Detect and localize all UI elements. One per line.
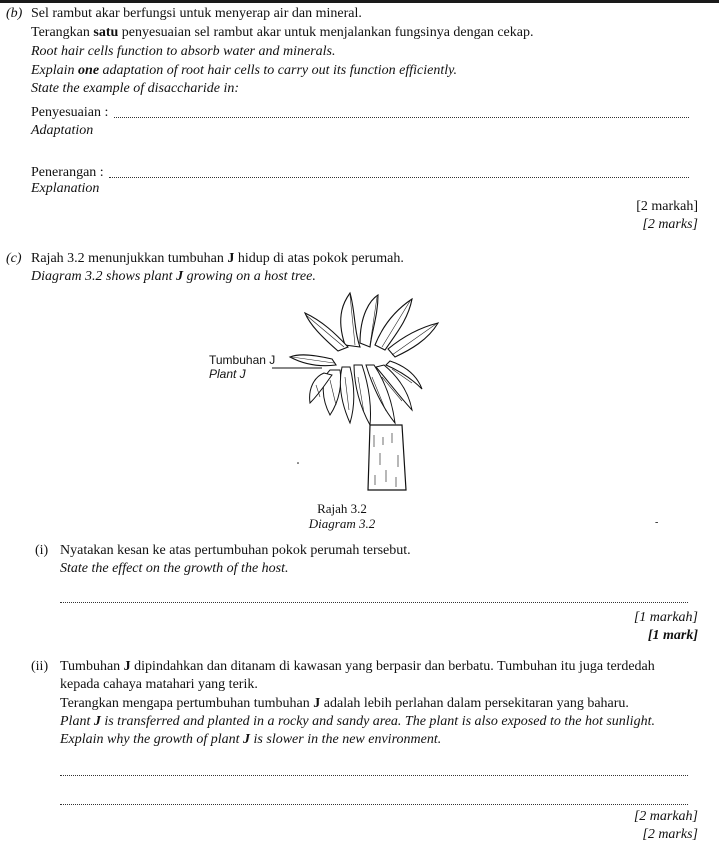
stray-mark: - [655,517,659,528]
adaptation-label-ms: Penyesuaian : [31,105,109,120]
adaptation-answer-line[interactable] [114,117,689,118]
q-ii-answer-line-2[interactable] [60,804,688,805]
part-b-question-ms: Terangkan satu penyesuaian sel rambut akar untuk menjalankan fungsinya dengan cekap. [31,25,534,40]
part-c-label: (c) [6,251,22,266]
q-i-marks-ms: [1 markah] [633,610,698,625]
q-ii-label: (ii) [31,659,49,674]
q-ii-context-ms-1: Tumbuhan J dipindahkan dan ditanam di kawasan yang berpasir dan berbatu. Tumbuhan itu juga terdedah [60,659,655,674]
diagram-caption-en: Diagram 3.2 [308,516,376,531]
q-ii-marks-en: [2 marks] [642,827,698,842]
q-i-answer-line[interactable] [60,602,688,603]
q-ii-question-en: Explain why the growth of plant J is slower in the new environment. [60,732,442,747]
part-b-label: (b) [6,6,23,21]
part-b-question-en: Explain one adaptation of root hair cells to carry out its function efficiently. [31,63,458,78]
q-ii-question-ms: Terangkan mengapa pertumbuhan tumbuhan J adalah lebih perlahan dalam persekitaran yang baharu. [60,696,629,711]
host-tree-with-plant-j-illustration [250,285,460,495]
q-i-label: (i) [35,543,49,558]
q-ii-context-ms-2: kepada cahaya matahari yang terik. [60,677,258,692]
q-i-text-en: State the effect on the growth of the host. [60,561,289,576]
q-ii-context-en: Plant J is transferred and planted in a rocky and sandy area. The plant is also exposed to the hot sunlight. [60,714,655,729]
part-b-marks-ms: [2 markah] [636,199,698,214]
q-ii-answer-line-1[interactable] [60,775,688,776]
q-i-marks-en: [1 mark] [647,628,698,643]
part-c-statement-en: Diagram 3.2 shows plant J growing on a host tree. [31,269,316,284]
part-c-statement-ms: Rajah 3.2 menunjukkan tumbuhan J hidup di atas pokok perumah. [31,251,404,266]
part-b-statement-ms: Sel rambut akar berfungsi untuk menyerap air dan mineral. [31,6,362,21]
diagram-caption-ms: Rajah 3.2 [317,501,367,516]
part-b-instruction-en: State the example of disaccharide in: [31,81,239,96]
diagram-label-en: Plant J [209,367,246,381]
part-b-statement-en: Root hair cells function to absorb water and minerals. [31,44,336,59]
diagram-label-ms: Tumbuhan J [209,353,276,367]
explanation-label-ms: Penerangan : [31,165,104,180]
part-b-marks-en: [2 marks] [642,217,698,232]
adaptation-label-en: Adaptation [31,123,94,138]
q-ii-marks-ms: [2 markah] [633,809,698,824]
top-border [0,0,719,3]
explanation-label-en: Explanation [31,181,100,196]
explanation-answer-line[interactable] [109,177,689,178]
q-i-text-ms: Nyatakan kesan ke atas pertumbuhan pokok perumah tersebut. [60,543,411,558]
